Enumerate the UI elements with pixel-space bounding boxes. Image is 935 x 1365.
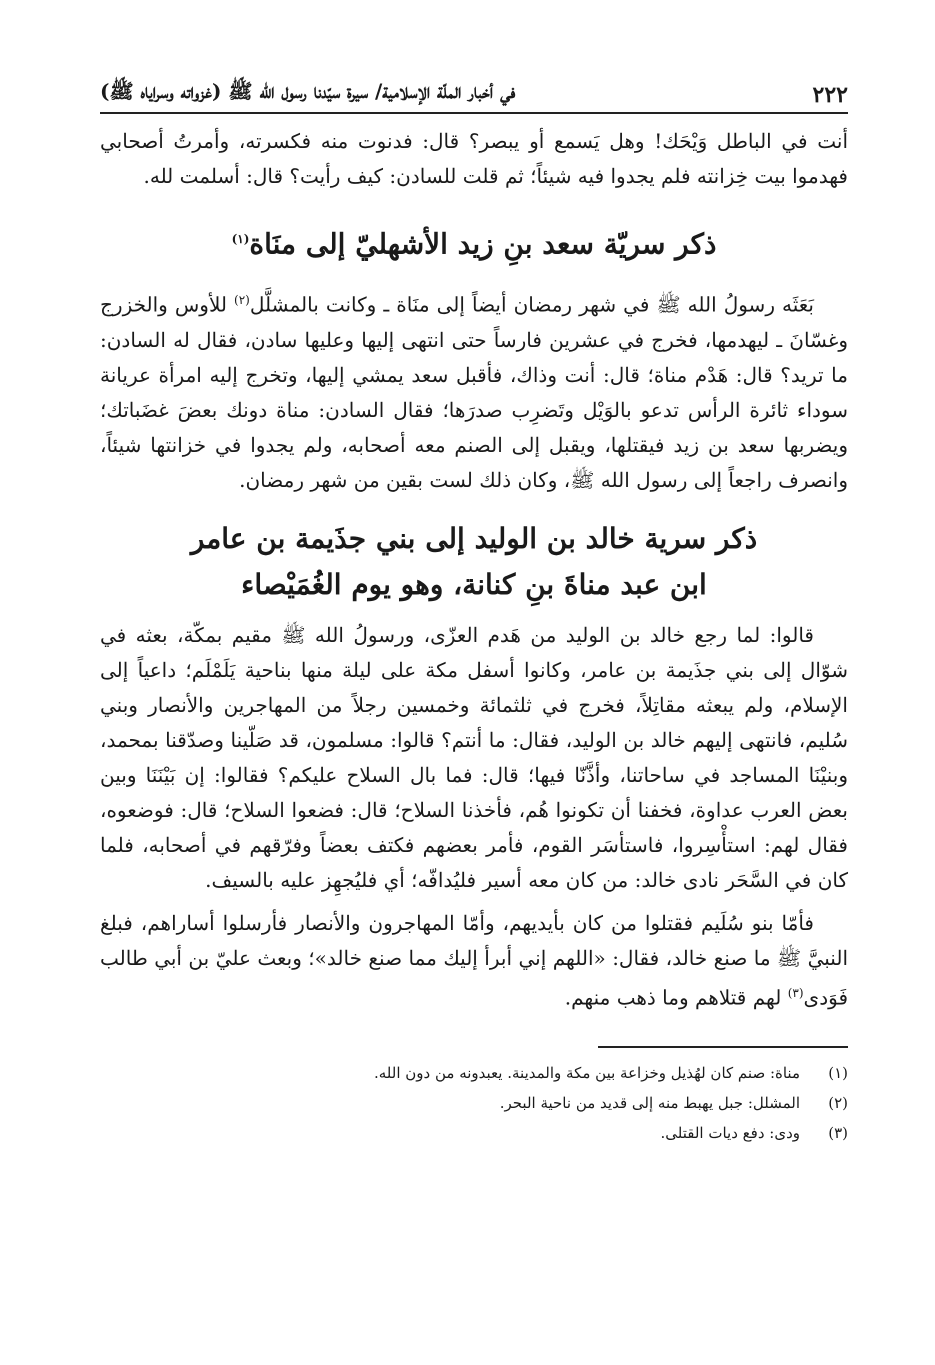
footnote-number: (١) — [828, 1063, 848, 1082]
book-page — [100, 72, 848, 1148]
footnote — [100, 1058, 848, 1088]
section-title-line: ذكر سرية خالد بن الوليد إلى بني جذَيمة بن عامر — [190, 521, 758, 555]
section-title — [100, 214, 848, 269]
section-title-text: ذكر سريّة سعد بنِ زيد الأشهليّ إلى منَاة — [249, 227, 717, 261]
footnote-ref: (٢) — [234, 293, 250, 308]
footnote-divider — [598, 1046, 848, 1048]
running-title: في أخبار الملّة الإسلامية/ سيرة سيّدنا رسول الله ﷺ (غزواته وسراياه ﷺ) — [100, 79, 516, 103]
paragraph-text: بَعَثَه رسولُ الله ﷺ في شهر رمضان أيضاً إلى منَاة ـ وكانت بالمشلَّل — [249, 292, 814, 317]
footnote-text: ودى: دفع ديات القتلى. — [660, 1123, 800, 1142]
footnote-number: (٣) — [828, 1123, 848, 1142]
opening-paragraph: أنت في الباطل وَيْحَك! وهل يَسمع أو يبصر؟ قال: فدنوت منه فكسرته، وأمرتُ أصحابي فهدموا بيت خِزانته فلم يجدوا فيه شيئاً؛ ثم قلت للسادن: كيف رأيت؟ قال: أسلمت لله. — [100, 129, 848, 188]
footnote-number: (٢) — [828, 1093, 848, 1112]
footnote-ref: (١) — [231, 232, 250, 246]
footnotes — [100, 1058, 848, 1148]
paragraph-text: فأمّا بنو سُلَيم فقتلوا من كان بأيديهم، وأمّا المهاجرون والأنصار فأرسلوا أساراهم، فبلغ النبيَّ ﷺ ما صنع خالد، فقال: «اللهم إني أبرأ إليك مما صنع خالد»؛ وبعث عليّ بن أبي طالب فَوَدى — [100, 910, 848, 1010]
running-header — [100, 72, 848, 114]
footnote-text: المشلل: جبل يهبط منه إلى قديد من ناحية البحر. — [499, 1093, 800, 1112]
footnote-text: مناة: صنم كان لهُذيل وخزاعة بين مكة والمدينة. يعبدونه من دون الله. — [373, 1063, 800, 1082]
page-number: ٢٢٢ — [812, 82, 848, 108]
paragraph-text: للأوس والخزرج وغسّانَ ـ ليهدمها، فخرج في عشرين فارساً حتى انتهى إليها وعليها سادن، فقال له السادن: ما تريد؟ قال: هَدْم مناة؛ قال: أنت وذاك، فأقبل سعد يمشي إليها، وتخرج إليه امرأة عريانة سوداء ثائرة الرأس تدعو بالوَيْل وتَضرِب صدرَها؛ فقال السادن: مناة دونك بعضَ غضَباتك؛ ويضربها سعد بن زيد فيقتلها، ويقبل إلى الصنم معه أصحابه، ولم يجدوا في خزانتها شيئاً، وانصرف راجعاً إلى رسول الله ﷺ، وكان ذلك لست بقين من شهر رمضان. — [100, 292, 848, 492]
section-title-line: ابن عبد مناةَ بنِ كنانة، وهو يوم الغُمَيْصاء — [241, 567, 707, 601]
section-paragraph — [100, 906, 848, 1016]
footnote — [100, 1118, 848, 1148]
section-paragraph: قالوا: لما رجع خالد بن الوليد من هَدم العزّى، ورسولُ الله ﷺ مقيم بمكّة، بعثه في شوّال إلى بني جذَيمة بن عامر، وكانوا أسفل مكة على ليلة منها بناحية يَلَمْلَم؛ داعياً إلى الإسلام، ولم يبعثه مقاتِلاً، فخرج في ثلثمائة وخمسين رجلاً من المهاجرين والأنصار وبني سُليم، فانتهى إليهم خالد بن الوليد، فقال: ما أنتم؟ قالوا: مسلمون، قد صَلّينا وصدّقنا بمحمد، وبنيْنَا المساجد في ساحاتنا، وأذَّنّا فيها؛ قال: فما بال السلاح عليكم؟ فقالوا: إن بَيْنَنَا وبين بعض العرب عداوة، فخفنا أن تكونوا هُم، فأخذنا السلاح؛ قال: فضعوا السلاح؛ قال: فوضعوه، فقال لهم: استأْسِروا، فاستأسَر القوم، فأمر بعضهم فكتف بعضاً وفرّقهم في أصحابه، فلما كان في السَّحَر نادى خالد: من كان معه أسير فليُدافّه؛ أي فليُجهِز عليه بالسيف. — [100, 622, 848, 892]
paragraph-text: لهم قتلاهم وما ذهب منهم. — [564, 985, 788, 1010]
footnote-ref: (٣) — [787, 985, 804, 1000]
section-title — [100, 516, 848, 608]
footnote — [100, 1088, 848, 1118]
section-paragraph — [100, 283, 848, 498]
